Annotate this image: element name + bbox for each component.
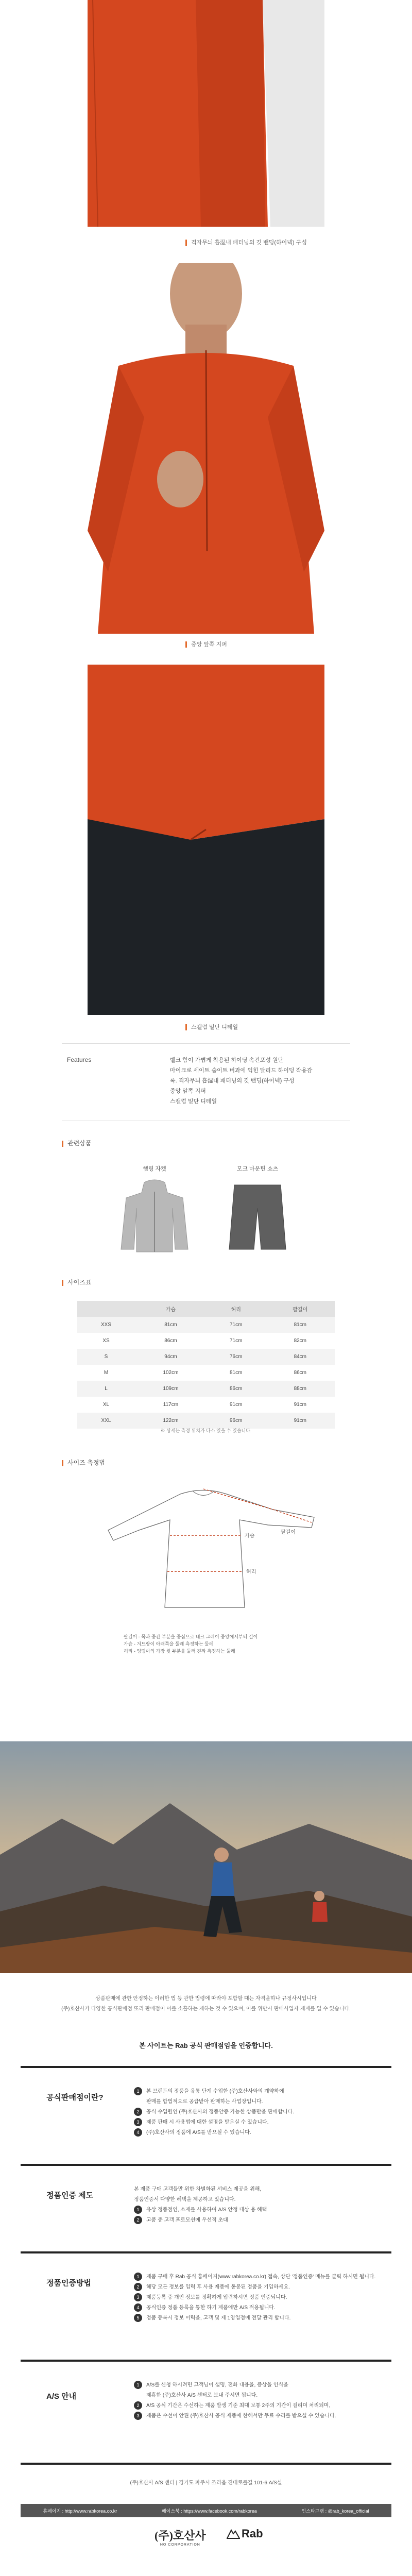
guide-divider	[21, 2251, 391, 2253]
size-col-header	[77, 1301, 135, 1317]
shorts-image	[219, 1177, 296, 1255]
table-row: S 94cm 76cm 84cm	[77, 1349, 335, 1365]
guide-body: 1 A/S를 신청 하시려면 고객님이 설명, 전화 내용을, 증상을 인식을 제휴한 (주)호산사 A/S 센터로 보내 주시면 됩니다. 2 A/S 공식 기간은 수선하는 제품 발생 기준 최대 보통 2주의 기간이 걸리며 처리되며, 3 제품은 수선이 안된 (주)호산사 공식 제품에 한해서만 무료 수리를 받으실 수 있습니다.	[134, 2380, 336, 2421]
related-heading: 관련상품	[62, 1139, 91, 1147]
divider	[62, 1043, 350, 1044]
guide-section-method	[21, 2262, 391, 2385]
features-heading: Features	[67, 1056, 92, 1063]
footer-bar	[21, 2504, 391, 2517]
lifestyle-photo	[0, 1741, 412, 1973]
caption-photo-3: 스캘럽 밑단 디테일	[185, 1023, 238, 1031]
notice-text: 상품판매에 관한 안정하는 이러한 법 등 관한 법령에 따라야 포함할 때는 자격을하나 규정사시입니다 (주)호산사가 다양한 공식판매점 또리 판매점이 이를 소홀하는 제하는 것 수 있으며, 이를 위반시 판매사업자 제재를 일 수 있습니다.	[61, 1996, 351, 2012]
guide-divider	[21, 2463, 391, 2465]
facebook-link[interactable]: 페이스북 : https://www.facebook.com/rabkorea	[161, 2508, 257, 2514]
product-photo-fabric-detail	[88, 0, 324, 227]
size-chart-note: ※ 상세는 측정 위치가 다소 있을 수 있습니다.	[160, 1428, 252, 1433]
size-guide-diagram	[103, 1479, 319, 1613]
hosansa-logo-text: (주)호산사	[154, 2529, 206, 2542]
feature-line: 벨크 함이 가볍게 착용된 하이딩 속건포성 원단	[170, 1057, 284, 1063]
table-row: XS 86cm 71cm 82cm	[102, 1338, 307, 1344]
related-item-shorts[interactable]	[219, 1177, 296, 1255]
table-row: M 102cm 81cm 86cm	[104, 1370, 307, 1376]
guide-divider	[21, 2360, 391, 2362]
product-photo-front-zip	[88, 263, 324, 634]
related-item-jacket[interactable]	[116, 1177, 193, 1255]
table-row: XL 117cm 91cm 91cm	[102, 1402, 307, 1408]
feature-line: 록. 격자무늬 흡湿내 패터닝의 깃 밴딩(하이넥) 구성	[170, 1078, 295, 1084]
caption-bar	[185, 641, 187, 648]
guide-title: 공식판매점이란?	[46, 2093, 104, 2102]
related-item-label: 모크 마운틴 쇼츠	[236, 1166, 279, 1172]
rab-logo-text: Rab	[242, 2527, 263, 2540]
caption-bar	[185, 240, 187, 246]
table-row: XXL 122cm 96cm 91cm	[77, 1413, 335, 1429]
guide-title: 정품인증 제도	[46, 2191, 94, 2200]
guide-title: 정품인증방법	[46, 2279, 91, 2287]
feature-line: 스캘럽 밑단 디테일	[170, 1098, 217, 1105]
feature-line: 중앙 앞쪽 지퍼	[170, 1088, 206, 1094]
guide-body: 1 제품 구매 후 Rab 공식 홈페이지(www.rabkorea.co.kr) 접속, 상단 '정품인증' 메뉴를 클릭 하시면 됩니다. 2 해당 모든 정보를 입력 후 사용 제품에 동봉된 정품을 기입하세요. 3 제품등록 중 개인 정보를 정확하게 입력하시면 정품 인증되니다. 4 공식인증 정품 등록을 통한 하기 제품에만 A/S 적용됩니다. 5 정품 등록시 정보 이력을, 고객 및 제 1영업점에 전달 관리 합니다.	[134, 2272, 375, 2324]
guide-divider	[21, 2164, 391, 2166]
size-col-header: 팔길이	[266, 1301, 335, 1317]
waist-label: 허리	[246, 1569, 256, 1575]
guide-title: A/S 안내	[46, 2392, 77, 2401]
size-col-header: 허리	[207, 1301, 266, 1317]
caption-photo-1: 격자무늬 흡湿내 패터닝의 깃 밴딩(하이넥) 구성	[185, 238, 307, 246]
table-row: XXS 81cm 71cm 81cm	[77, 1317, 335, 1333]
caption-bar	[185, 1024, 187, 1030]
size-guide-notes: 팔길이 - 목과 중간 부분을 중심으로 네크 그레이 중앙에서부터 길이 가슴 - 겨드랑이 아래쪽을 둘레 측정하는 둘레 허리 - 엉덩이의 가장 윗 부분을 둘러 진짜 측정하는 둘레	[124, 1634, 258, 1654]
size-table	[77, 1301, 335, 1429]
size-guide-heading: 사이즈 측정법	[62, 1458, 105, 1467]
features-list	[170, 1055, 312, 1107]
table-row: L 109cm 86cm 88cm	[77, 1381, 335, 1397]
homepage-link[interactable]: 홈페이지 : http://www.rabkorea.co.kr	[43, 2508, 117, 2514]
chest-label: 가슴	[245, 1533, 255, 1539]
jacket-image	[116, 1177, 193, 1255]
size-col-header: 가슴	[135, 1301, 207, 1317]
feature-line: 마이크로 세이트 숨이트 버과에 익힌 달리드 하이딩 작용감	[170, 1067, 313, 1074]
brand-line: 본 사이트는 Rab 공식 판매점임을 인증합니다.	[139, 2042, 273, 2049]
rab-mountain-icon	[227, 2528, 240, 2539]
related-item-label: 햄링 자켓	[143, 1166, 166, 1172]
guide-top-bar	[21, 2066, 391, 2068]
guide-section-as	[21, 2370, 391, 2483]
guide-body: 1 본 브랜드의 정품을 유통 단계 수입한 (주)호산사와의 계약하에 판매를 합법적으로 공급받아 판매하는 사업장입니다. 2 공식 수입원인 (주)호산사의 정품안증 가능한 상품만을 판매합니다. 3 제품 판매 시 사용법에 대한 설명을 받으실 수 있습니다. 4 (주)호산사의 정품에 A/S를 받으실 수 있습니다.	[134, 2087, 294, 2138]
product-photo-hem-detail	[88, 665, 324, 1015]
caption-photo-2: 중앙 앞쪽 지퍼	[185, 640, 227, 648]
footer-note: (주)호산사 A/S 센터 | 경기도 파주시 조리읍 진대로를길 101-6 A/S실	[130, 2480, 282, 2486]
size-chart-heading: 사이즈표	[62, 1278, 91, 1286]
instagram-link[interactable]: 인스타그램 : @rab_korea_official	[301, 2508, 369, 2514]
sleeve-label: 팔길이	[281, 1530, 296, 1535]
guide-body: 본 제품 구매 고객들만 위한 차별화된 서비스 제공을 위해, 정품인증서 다양한 혜택을 제공하고 있습니다. 1 유상 정품점인, 소재를 사용하여 A/S 안정 대상 용 혜택 2 고품 중 고객 프로모션에 우선적 초대	[134, 2187, 267, 2223]
rab-logo	[227, 2527, 263, 2540]
hosansa-logo-sub: HO CORPORATION	[160, 2543, 200, 2547]
hosansa-logo	[154, 2527, 206, 2547]
